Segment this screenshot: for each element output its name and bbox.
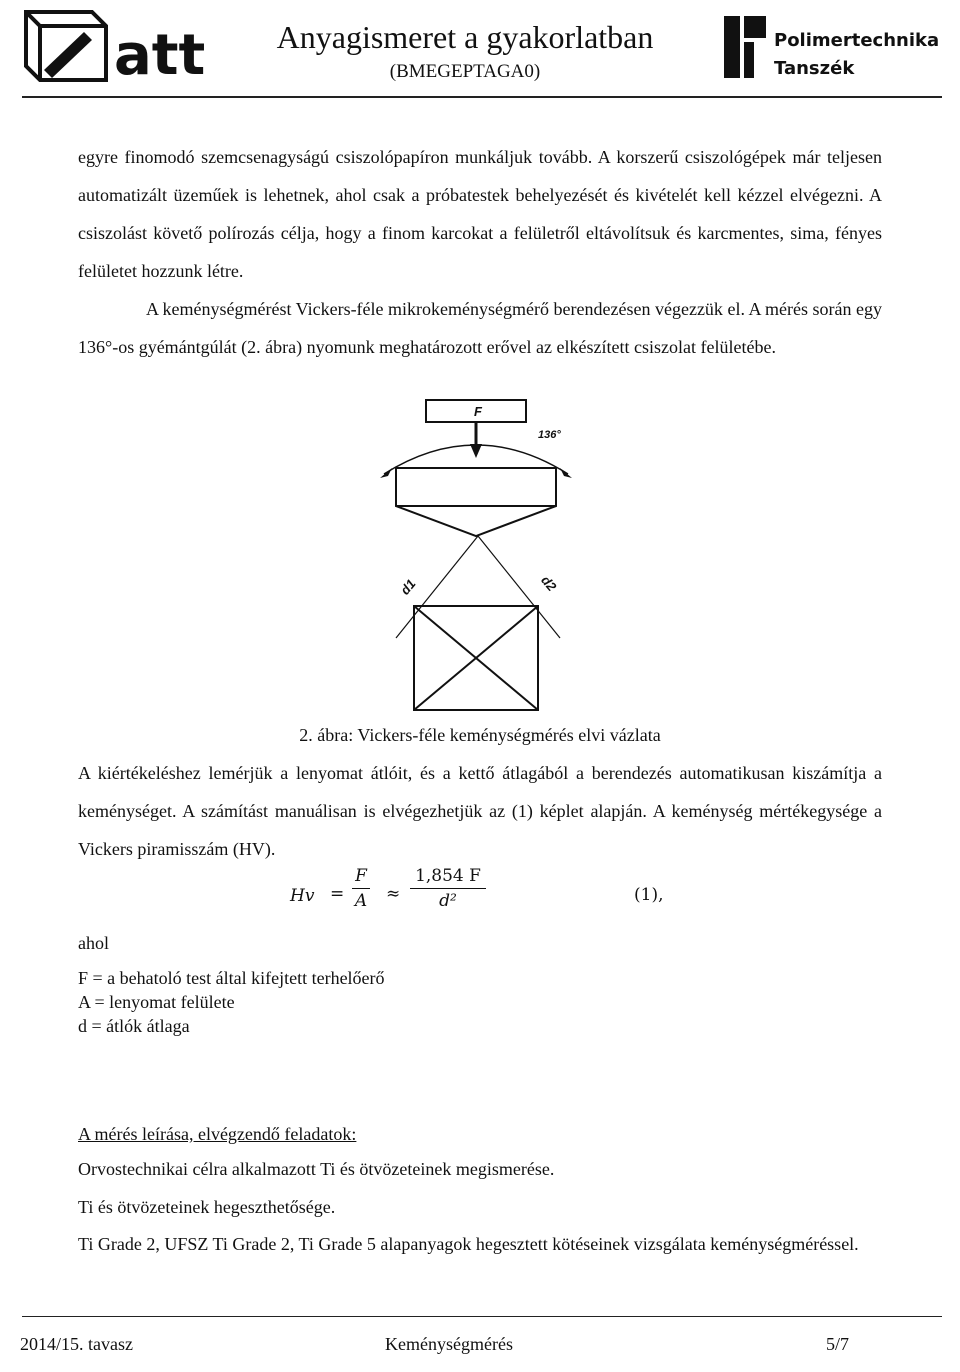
paragraph-evaluation: A kiértékeléshez lemérjük a lenyomat átlóit, és a kettő átlagából a berendezés automatikusan kiszámítja a keménységet. A számítást manuálisan is elvégezhetjük az (1) képlet alapján. A keménység mértékegysége a Vickers piramisszám (HV).	[78, 763, 882, 859]
vickers-formula	[290, 866, 490, 926]
course-code: (BMEGEPTAGA0)	[389, 61, 541, 82]
att-logo-text: att	[114, 23, 206, 84]
force-label: F	[474, 404, 482, 419]
figure-caption: 2. ábra: Vickers-féle keménységmérés elvi vázlata	[299, 725, 661, 745]
definition-item: d = átlók átlaga	[78, 1016, 190, 1036]
d1-label: d1	[397, 576, 419, 598]
angle-label: 136°	[538, 429, 561, 441]
definition-item: A = lenyomat felülete	[78, 992, 235, 1012]
task-item: Ti és ötvözeteinek hegeszthetősége.	[78, 1197, 336, 1217]
tasks-heading: A mérés leírása, elvégzendő feladatok:	[78, 1124, 357, 1144]
formula-fraction-1	[352, 866, 370, 911]
formula-num-1: F	[355, 866, 367, 886]
footer-semester: 2014/15. tavasz	[20, 1334, 133, 1354]
page-number: 5/7	[826, 1334, 850, 1354]
task-item: Ti Grade 2, UFSZ Ti Grade 2, Ti Grade 5 alapanyagok hegesztett kötéseinek vizsgálata keménységméréssel.	[78, 1234, 859, 1254]
where-label: ahol	[78, 933, 109, 953]
footer-divider	[22, 1316, 942, 1317]
att-logo	[22, 6, 222, 84]
formula-lhs: Hv	[290, 886, 315, 906]
polimertechnika-logo	[720, 10, 950, 86]
formula-approx: ≈	[386, 884, 401, 904]
course-title: Anyagismeret a gyakorlatban	[276, 19, 654, 55]
formula-num-2: 1,854 F	[415, 866, 481, 886]
indenter	[396, 468, 556, 536]
paragraph-polishing: egyre finomodó szemcsenagyságú csiszolópapíron munkáljuk tovább. A korszerű csiszológépek már teljesen automatizált üzeműek is lehetnek, ahol csak a próbatestek behelyezését és kivételét kell kézzel elvégezni. A csiszolást követő polírozás célja, hogy a finom karcokat a felületről eltávolítsuk és karcmentes, sima, fényes felületet hozzunk létre.	[78, 147, 882, 281]
formula-den-1: A	[354, 891, 368, 911]
definition-item: F = a behatoló test által kifejtett terhelőerő	[78, 968, 385, 988]
vickers-diagram	[340, 398, 580, 718]
formula-number: (1),	[634, 885, 664, 905]
logo-line2: Tanszék	[774, 58, 855, 79]
header-divider	[22, 96, 942, 98]
formula-fraction-2	[410, 866, 486, 911]
footer-topic: Keménységmérés	[385, 1334, 513, 1354]
paragraph-hardness: A keménységmérést Vickers-féle mikrokeménységmérő berendezésen végezzük el. A mérés során egy 136°-os gyémántgúlát (2. ábra) nyomunk meghatározott erővel az elkészített csiszolat felületébe.	[78, 299, 882, 357]
arc-arrow-left	[380, 468, 392, 478]
definitions-list	[78, 966, 385, 1038]
task-item: Orvostechnikai célra alkalmazott Ti és ötvözeteinek megismerése.	[78, 1159, 555, 1179]
formula-equals: =	[330, 884, 345, 904]
page-header	[0, 0, 960, 100]
arc-arrow-right	[560, 468, 572, 478]
course-title-block	[230, 18, 700, 84]
formula-den-2: d²	[439, 891, 457, 911]
force-arrowhead	[470, 444, 482, 458]
d2-label: d2	[538, 572, 560, 594]
logo-line1: Polimertechnika	[774, 30, 940, 51]
